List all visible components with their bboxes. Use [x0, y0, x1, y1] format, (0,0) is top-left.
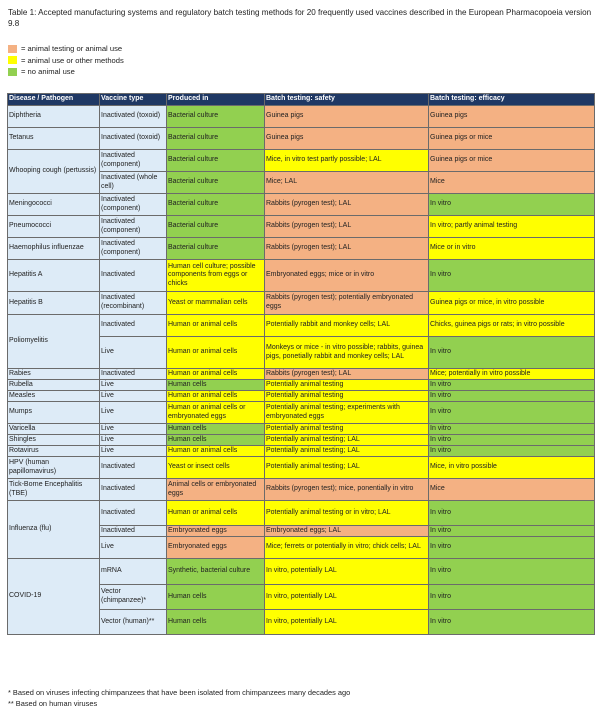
efficacy-cell: In vitro — [429, 559, 595, 585]
legend-label: = animal use or other methods — [21, 55, 124, 65]
footnote-chimpanzee: * Based on viruses infecting chimpanzees that have been isolated from chimpanzees many decades ago — [8, 688, 351, 697]
produced-cell: Embryonated eggs — [167, 537, 265, 559]
produced-cell: Bacterial culture — [167, 216, 265, 238]
table-row — [8, 216, 595, 238]
table-row — [8, 369, 595, 380]
vaccine-type-cell: Inactivated (component) — [100, 150, 167, 172]
vaccine-type-cell: Inactivated — [100, 479, 167, 501]
legend-label: = animal testing or animal use — [21, 44, 123, 53]
produced-cell: Human or animal cells or embryonated eggs — [167, 402, 265, 424]
table-row — [8, 457, 595, 479]
header-produced-in: Produced in — [167, 94, 265, 106]
table-row — [8, 559, 595, 585]
disease-cell: Meningococci — [8, 194, 100, 216]
produced-cell: Human or animal cells — [167, 501, 265, 526]
safety-cell: Potentially rabbit and monkey cells; LAL — [265, 315, 429, 337]
table-row — [8, 292, 595, 315]
produced-cell: Human or animal cells — [167, 337, 265, 369]
footnote-human: ** Based on human viruses — [8, 699, 98, 708]
efficacy-cell: In vitro — [429, 585, 595, 610]
vaccine-type-cell: Live — [100, 446, 167, 457]
safety-cell: Embryonated eggs; mice or in vitro — [265, 260, 429, 292]
efficacy-cell: Mice, in vitro possible — [429, 457, 595, 479]
table-row — [8, 315, 595, 337]
safety-cell: Mice; ferrets or potentially in vitro; chick cells; LAL — [265, 537, 429, 559]
vaccine-type-cell: Inactivated — [100, 526, 167, 537]
disease-cell: Shingles — [8, 435, 100, 446]
efficacy-cell: In vitro — [429, 391, 595, 402]
vaccine-type-cell: Live — [100, 380, 167, 391]
efficacy-cell: In vitro — [429, 537, 595, 559]
efficacy-cell: In vitro — [429, 337, 595, 369]
green-swatch — [8, 68, 17, 76]
safety-cell: Guinea pigs — [265, 128, 429, 150]
safety-cell: Rabbits (pyrogen test); LAL — [265, 216, 429, 238]
vaccine-type-cell: Inactivated — [100, 501, 167, 526]
vaccine-table — [7, 93, 595, 635]
safety-cell: Rabbits (pyrogen test); LAL — [265, 194, 429, 216]
produced-cell: Human cells — [167, 424, 265, 435]
legend-item-animal-testing — [8, 43, 124, 55]
legend-item-animal-or-other — [8, 55, 124, 67]
safety-cell: Mice; LAL — [265, 172, 429, 194]
produced-cell: Yeast or mammalian cells — [167, 292, 265, 315]
vaccine-type-cell: Live — [100, 391, 167, 402]
safety-cell: Rabbits (pyrogen test); mice, ponentially in vitro — [265, 479, 429, 501]
produced-cell: Human cells — [167, 610, 265, 635]
table-row — [8, 380, 595, 391]
table-row — [8, 501, 595, 526]
table-caption: Table 1: Accepted manufacturing systems and regulatory batch testing methods for 20 frequently used vaccines described in the European Pharmacopoeia version 9.8 — [8, 8, 592, 28]
vaccine-type-cell: Vector (human)** — [100, 610, 167, 635]
produced-cell: Bacterial culture — [167, 238, 265, 260]
vaccine-type-cell: Inactivated (component) — [100, 194, 167, 216]
header-vaccine-type: Vaccine type — [100, 94, 167, 106]
efficacy-cell: In vitro — [429, 260, 595, 292]
vaccine-type-cell: Inactivated (component) — [100, 238, 167, 260]
vaccine-type-cell: Live — [100, 402, 167, 424]
disease-cell: Tetanus — [8, 128, 100, 150]
efficacy-cell: In vitro — [429, 402, 595, 424]
efficacy-cell: In vitro — [429, 435, 595, 446]
disease-cell: Pneumococci — [8, 216, 100, 238]
disease-cell: Poliomyelitis — [8, 315, 100, 369]
efficacy-cell: In vitro — [429, 501, 595, 526]
produced-cell: Bacterial culture — [167, 172, 265, 194]
disease-cell: COVID-19 — [8, 559, 100, 635]
table-row — [8, 260, 595, 292]
efficacy-cell: Guinea pigs — [429, 106, 595, 128]
table-row — [8, 402, 595, 424]
efficacy-cell: Mice or in vitro — [429, 238, 595, 260]
efficacy-cell: In vitro — [429, 194, 595, 216]
vaccine-type-cell: Inactivated — [100, 457, 167, 479]
vaccine-type-cell: Inactivated (whole cell) — [100, 172, 167, 194]
efficacy-cell: Guinea pigs or mice — [429, 128, 595, 150]
efficacy-cell: Guinea pigs or mice — [429, 150, 595, 172]
efficacy-cell: In vitro — [429, 526, 595, 537]
header-efficacy: Batch testing: efficacy — [429, 94, 595, 106]
efficacy-cell: In vitro — [429, 610, 595, 635]
produced-cell: Human or animal cells — [167, 369, 265, 380]
legend-item-no-animal — [8, 66, 124, 78]
table-row — [8, 424, 595, 435]
efficacy-cell: In vitro; partly animal testing — [429, 216, 595, 238]
vaccine-type-cell: Live — [100, 424, 167, 435]
safety-cell: In vitro, potentially LAL — [265, 610, 429, 635]
vaccine-type-cell: Live — [100, 537, 167, 559]
produced-cell: Synthetic, bacterial culture — [167, 559, 265, 585]
efficacy-cell: Chicks, guinea pigs or rats; in vitro possible — [429, 315, 595, 337]
table-row — [8, 194, 595, 216]
produced-cell: Human cells — [167, 380, 265, 391]
disease-cell: HPV (human papillomavirus) — [8, 457, 100, 479]
yellow-swatch — [8, 56, 17, 64]
vaccine-type-cell: Inactivated (component) — [100, 216, 167, 238]
safety-cell: Potentially animal testing; experiments with embryonated eggs — [265, 402, 429, 424]
safety-cell: Potentially animal testing; LAL — [265, 446, 429, 457]
safety-cell: Monkeys or mice - in vitro possible; rabbits, guinea pigs, ponetially rabbit and monkey cells; LAL — [265, 337, 429, 369]
efficacy-cell: In vitro — [429, 380, 595, 391]
vaccine-type-cell: Inactivated (toxoid) — [100, 128, 167, 150]
table-row — [8, 435, 595, 446]
safety-cell: In vitro, potentially LAL — [265, 559, 429, 585]
safety-cell: Potentially animal testing — [265, 380, 429, 391]
color-legend — [8, 43, 124, 78]
safety-cell: Potentially animal testing; LAL — [265, 435, 429, 446]
efficacy-cell: Mice; potentially in vitro possible — [429, 369, 595, 380]
vaccine-type-cell: Inactivated — [100, 260, 167, 292]
produced-cell: Embryonated eggs — [167, 526, 265, 537]
efficacy-cell: Guinea pigs or mice, in vitro possible — [429, 292, 595, 315]
vaccine-type-cell: mRNA — [100, 559, 167, 585]
header-safety: Batch testing: safety — [265, 94, 429, 106]
disease-cell: Whooping cough (pertussis) — [8, 150, 100, 194]
produced-cell: Bacterial culture — [167, 150, 265, 172]
safety-cell: Embryonated eggs; LAL — [265, 526, 429, 537]
table-row — [8, 479, 595, 501]
table-row — [8, 150, 595, 172]
disease-cell: Hepatitis A — [8, 260, 100, 292]
safety-cell: Rabbits (pyrogen test); LAL — [265, 369, 429, 380]
produced-cell: Animal cells or embryonated eggs — [167, 479, 265, 501]
produced-cell: Human or animal cells — [167, 446, 265, 457]
disease-cell: Mumps — [8, 402, 100, 424]
vaccine-type-cell: Live — [100, 337, 167, 369]
footnotes — [8, 687, 350, 709]
produced-cell: Human or animal cells — [167, 315, 265, 337]
safety-cell: Potentially animal testing — [265, 391, 429, 402]
table-row — [8, 106, 595, 128]
produced-cell: Human cells — [167, 435, 265, 446]
efficacy-cell: Mice — [429, 172, 595, 194]
safety-cell: Guinea pigs — [265, 106, 429, 128]
disease-cell: Measles — [8, 391, 100, 402]
disease-cell: Varicella — [8, 424, 100, 435]
safety-cell: In vitro, potentially LAL — [265, 585, 429, 610]
disease-cell: Rabies — [8, 369, 100, 380]
safety-cell: Potentially animal testing; LAL — [265, 457, 429, 479]
table-row — [8, 238, 595, 260]
produced-cell: Human cells — [167, 585, 265, 610]
safety-cell: Potentially animal testing or in vitro; LAL — [265, 501, 429, 526]
orange-swatch — [8, 45, 17, 53]
safety-cell: Mice, in vitro test partly possible; LAL — [265, 150, 429, 172]
produced-cell: Bacterial culture — [167, 128, 265, 150]
disease-cell: Hepatitis B — [8, 292, 100, 315]
efficacy-cell: In vitro — [429, 424, 595, 435]
safety-cell: Potentially animal testing — [265, 424, 429, 435]
produced-cell: Yeast or insect cells — [167, 457, 265, 479]
disease-cell: Rotavirus — [8, 446, 100, 457]
vaccine-type-cell: Live — [100, 435, 167, 446]
vaccine-type-cell: Inactivated — [100, 315, 167, 337]
disease-cell: Haemophilus influenzae — [8, 238, 100, 260]
table-row — [8, 391, 595, 402]
vaccine-type-cell: Inactivated — [100, 369, 167, 380]
disease-cell: Influenza (flu) — [8, 501, 100, 559]
table-row — [8, 446, 595, 457]
safety-cell: Rabbits (pyrogen test); LAL — [265, 238, 429, 260]
efficacy-cell: In vitro — [429, 446, 595, 457]
produced-cell: Human or animal cells — [167, 391, 265, 402]
safety-cell: Rabbits (pyrogen test); potentially embryonated eggs — [265, 292, 429, 315]
produced-cell: Human cell culture; possible components from eggs or chicks — [167, 260, 265, 292]
disease-cell: Diphtheria — [8, 106, 100, 128]
table-header-row — [8, 94, 595, 106]
disease-cell: Rubella — [8, 380, 100, 391]
vaccine-type-cell: Inactivated (toxoid) — [100, 106, 167, 128]
vaccine-type-cell: Vector (chimpanzee)* — [100, 585, 167, 610]
produced-cell: Bacterial culture — [167, 194, 265, 216]
header-disease: Disease / Pathogen — [8, 94, 100, 106]
efficacy-cell: Mice — [429, 479, 595, 501]
disease-cell: Tick-Borne Encephalitis (TBE) — [8, 479, 100, 501]
vaccine-type-cell: Inactivated (recombinant) — [100, 292, 167, 315]
table-row — [8, 128, 595, 150]
produced-cell: Bacterial culture — [167, 106, 265, 128]
legend-label: = no animal use — [21, 67, 75, 76]
